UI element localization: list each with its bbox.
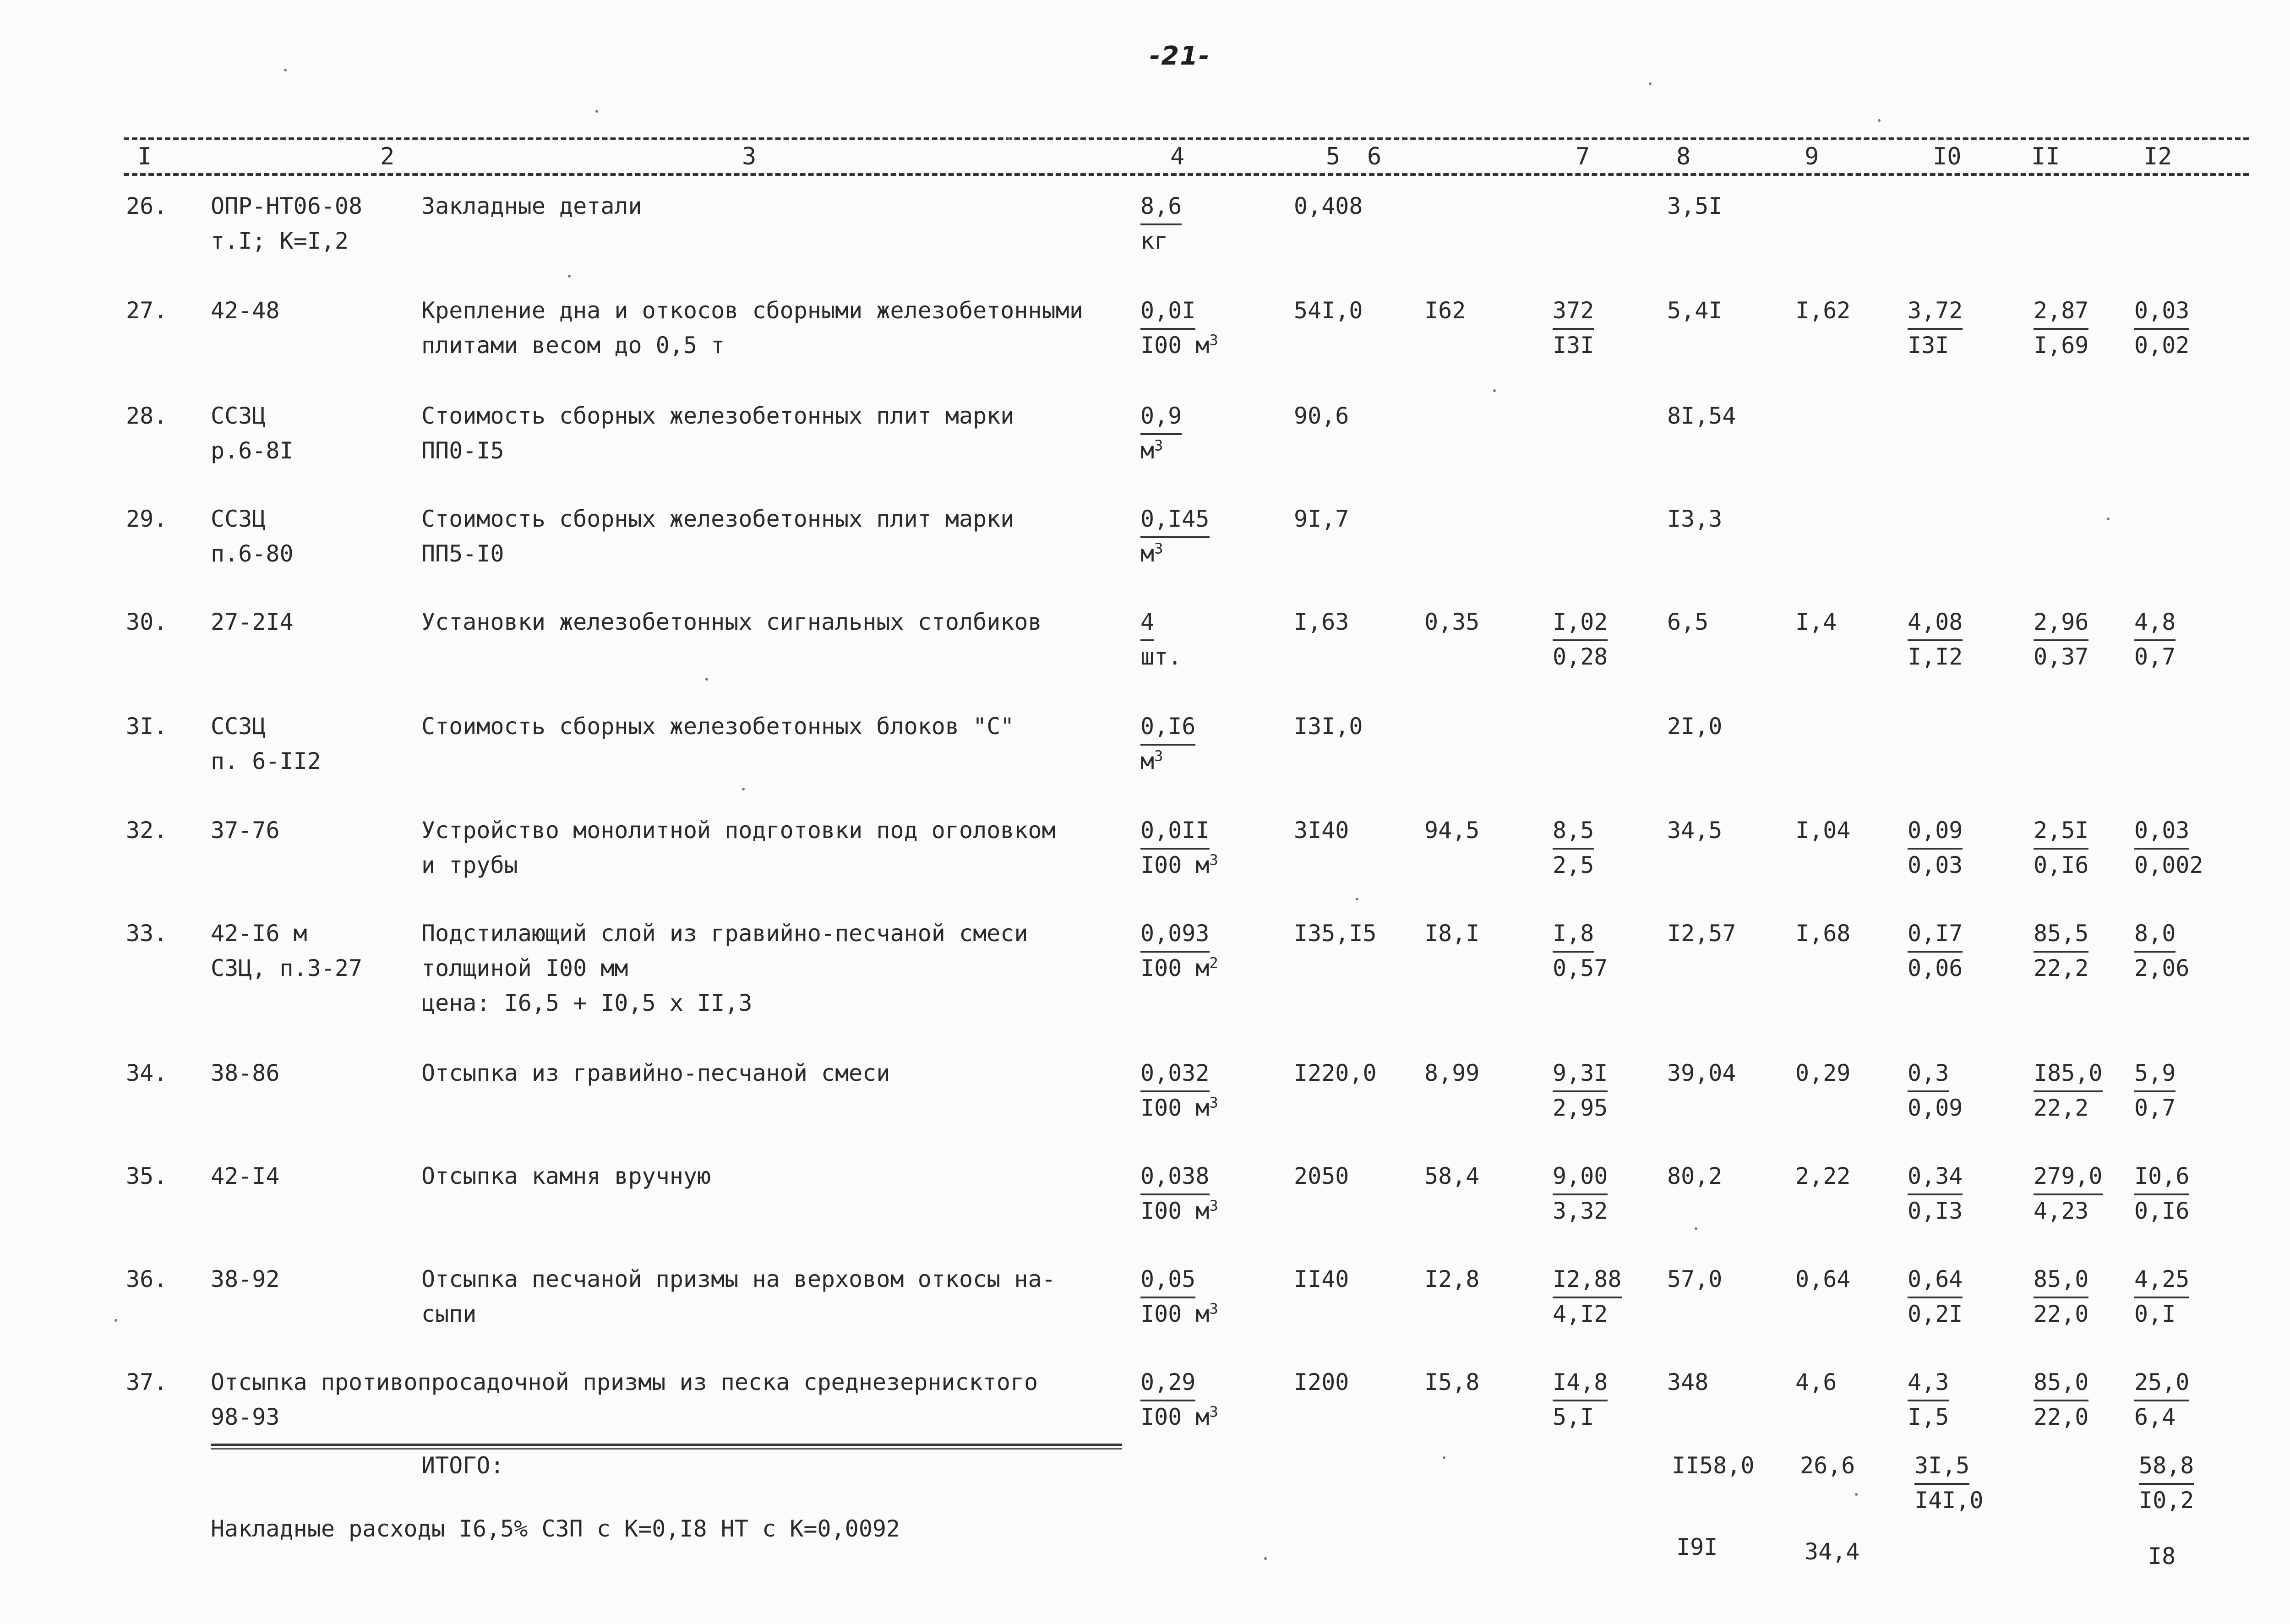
speck xyxy=(1443,1456,1445,1459)
row-col7: I,02 xyxy=(1553,605,1608,641)
row-number: 33. xyxy=(126,920,168,947)
row-col7: 9,00 xyxy=(1553,1159,1608,1195)
col-header-3: 3 xyxy=(742,143,757,170)
overhead-col9: 34,4 xyxy=(1805,1538,1860,1565)
speck xyxy=(568,275,571,278)
col-header-10: I0 xyxy=(1933,143,1962,170)
row-col8: 8I,54 xyxy=(1667,403,1736,429)
speck xyxy=(595,110,598,113)
header-bottom-line xyxy=(124,173,2249,176)
totals-col10-b: I4I,0 xyxy=(1914,1487,1984,1514)
col-header-12: I2 xyxy=(2143,143,2172,170)
row-quantity: 0,0I xyxy=(1140,293,1195,330)
row-col8: 34,5 xyxy=(1667,817,1723,844)
row-code: ССЗЦ xyxy=(211,506,266,532)
row-description: Устройство монолитной подготовки под оголовком xyxy=(421,817,1056,844)
row-col7: 372 xyxy=(1553,293,1594,330)
row-col8: 6,5 xyxy=(1667,609,1709,635)
row-unit: I00 $м^3$ xyxy=(1140,331,1218,359)
row-number: 30. xyxy=(126,609,168,635)
row-col10: 4,08 xyxy=(1908,605,1963,641)
unit-power: 3 xyxy=(1209,1300,1218,1318)
speck xyxy=(1855,1493,1858,1496)
row-col10-b: 0,09 xyxy=(1908,1095,1963,1121)
row-col11: I85,0 xyxy=(2034,1056,2103,1092)
row-col12: 4,25 xyxy=(2134,1262,2189,1298)
row-unit: I00 $м^3$ xyxy=(1140,851,1218,878)
speck xyxy=(1878,119,1881,122)
row-quantity: 0,038 xyxy=(1140,1159,1210,1195)
unit-power: 3 xyxy=(1154,540,1163,557)
unit-power: 3 xyxy=(1209,1403,1218,1421)
row-code: п. 6-II2 xyxy=(211,748,321,774)
row-col5: 0,408 xyxy=(1294,193,1363,219)
row-col8: 5,4I xyxy=(1667,297,1723,324)
row-col6: I62 xyxy=(1424,297,1466,324)
row-col8: I2,57 xyxy=(1667,920,1736,947)
row-col5: I200 xyxy=(1294,1369,1349,1395)
col-header-6: 6 xyxy=(1367,143,1382,170)
row-code: 42-48 xyxy=(211,297,280,324)
row-col12: 8,0 xyxy=(2134,916,2176,953)
row-code: 37-76 xyxy=(211,817,280,844)
row-unit: I00 $м^3$ xyxy=(1140,1300,1218,1327)
row-col5: 9I,7 xyxy=(1294,506,1349,532)
unit-power: 3 xyxy=(1209,331,1218,349)
row-unit: $м^3$ xyxy=(1140,540,1163,567)
row-col6: 8,99 xyxy=(1424,1060,1480,1086)
row-code: ССЗЦ xyxy=(211,713,266,740)
row-col6: 0,35 xyxy=(1424,609,1480,635)
row-number: 35. xyxy=(126,1163,168,1189)
row-col12: 25,0 xyxy=(2134,1365,2189,1401)
row-col12-b: 0,02 xyxy=(2134,332,2190,359)
row-col12: 0,03 xyxy=(2134,293,2189,330)
row-col8: 2I,0 xyxy=(1667,713,1723,740)
row-col7-b: 0,57 xyxy=(1553,955,1608,981)
row-col6: 94,5 xyxy=(1424,817,1480,844)
row-col9: 0,29 xyxy=(1795,1060,1851,1086)
row-col12-b: 6,4 xyxy=(2134,1404,2176,1430)
row-col8: 3,5I xyxy=(1667,193,1723,219)
totals-col8: II58,0 xyxy=(1672,1452,1755,1479)
row-col11-b: 0,37 xyxy=(2034,643,2089,670)
row-col10-b: I,I2 xyxy=(1908,643,1963,670)
row-col7-b: I3I xyxy=(1553,332,1594,359)
row-col10-b: 0,I3 xyxy=(1908,1198,1963,1224)
row-col10: 0,64 xyxy=(1908,1262,1963,1298)
row-col5: I3I,0 xyxy=(1294,713,1363,740)
page-number: -21- xyxy=(1150,41,1210,71)
row-quantity: 0,I45 xyxy=(1140,501,1210,538)
row-number: 3I. xyxy=(126,713,168,740)
row-col7-b: 5,I xyxy=(1553,1404,1594,1430)
row-col5: I35,I5 xyxy=(1294,920,1377,947)
row-code: т.I; К=I,2 xyxy=(211,228,349,254)
row-unit: I00 $м^3$ xyxy=(1140,1403,1218,1430)
row-unit: кг xyxy=(1140,228,1168,254)
col-header-1: I xyxy=(137,143,152,170)
speck xyxy=(114,1319,117,1322)
speck xyxy=(1356,898,1358,900)
overhead-text: Накладные расходы I6,5% СЗП с К=0,I8 НТ с К=0,0092 xyxy=(211,1515,900,1542)
row-quantity: 0,0II xyxy=(1140,813,1210,850)
row-number: 36. xyxy=(126,1266,168,1292)
row-col10-b: 0,2I xyxy=(1908,1301,1963,1327)
row-col8: 80,2 xyxy=(1667,1163,1723,1189)
row-col9: 0,64 xyxy=(1795,1266,1851,1292)
totals-label: ИТОГО: xyxy=(421,1452,504,1479)
speck xyxy=(1649,82,1652,85)
row-description: Отсыпка песчаной призмы на верховом откосы на- xyxy=(421,1266,1056,1292)
row-col11-b: 22,0 xyxy=(2034,1404,2089,1430)
row-unit: I00 $м^3$ xyxy=(1140,1197,1218,1224)
row-description: Крепление дна и откосов сборными железобетонными xyxy=(421,297,1083,324)
row-quantity: 0,29 xyxy=(1140,1365,1195,1401)
row-unit: $м^3$ xyxy=(1140,747,1163,774)
row-col12-b: 0,002 xyxy=(2134,852,2203,878)
row-code: 27-2I4 xyxy=(211,609,294,635)
row-col12: 5,9 xyxy=(2134,1056,2176,1092)
row-col12-b: 0,I6 xyxy=(2134,1198,2190,1224)
row-col10: 0,34 xyxy=(1908,1159,1963,1195)
row-quantity: 0,093 xyxy=(1140,916,1210,953)
col-header-2: 2 xyxy=(380,143,395,170)
row-col9: I,4 xyxy=(1795,609,1837,635)
row-description: ПП0-I5 xyxy=(421,437,504,464)
row-code: 42-I4 xyxy=(211,1163,280,1189)
totals-col10: 3I,5 xyxy=(1914,1448,1969,1485)
row-code: 42-I6 м xyxy=(211,920,307,947)
row-col7: I,8 xyxy=(1553,916,1594,953)
row-description: сыпи xyxy=(421,1301,477,1327)
row-col12: 4,8 xyxy=(2134,605,2176,641)
col-header-5: 5 xyxy=(1326,143,1341,170)
speck xyxy=(284,69,287,71)
totals-col9: 26,6 xyxy=(1800,1452,1855,1479)
row-col10-b: I,5 xyxy=(1908,1404,1949,1430)
row-unit: шт. xyxy=(1140,643,1182,670)
row-number: 28. xyxy=(126,403,168,429)
row-col5: I,63 xyxy=(1294,609,1349,635)
row-col12-b: 0,I xyxy=(2134,1301,2176,1327)
row-description: Установки железобетонных сигнальных столбиков xyxy=(421,609,1042,635)
row-col6: 58,4 xyxy=(1424,1163,1480,1189)
totals-col12-b: I0,2 xyxy=(2139,1487,2194,1514)
row-description: цена: I6,5 + I0,5 х II,3 xyxy=(421,990,752,1016)
row-col11-b: 22,2 xyxy=(2034,1095,2089,1121)
row-col10: 0,3 xyxy=(1908,1056,1949,1092)
row-col12-b: 0,7 xyxy=(2134,643,2176,670)
row-col7-b: 0,28 xyxy=(1553,643,1608,670)
row-col11-b: 4,23 xyxy=(2034,1198,2089,1224)
overhead-col8: I9I xyxy=(1676,1534,1718,1560)
row-code: 38-86 xyxy=(211,1060,280,1086)
row-col9: 2,22 xyxy=(1795,1163,1851,1189)
row-col7: 9,3I xyxy=(1553,1056,1608,1092)
row-col6: I5,8 xyxy=(1424,1369,1480,1395)
speck xyxy=(1264,1557,1267,1560)
unit-power: 3 xyxy=(1209,1094,1218,1112)
row-quantity: 0,032 xyxy=(1140,1056,1210,1092)
row-code: 38-92 xyxy=(211,1266,280,1292)
row-quantity: 0,9 xyxy=(1140,398,1182,435)
row-col7: I2,88 xyxy=(1553,1262,1622,1298)
row-col11-b: I,69 xyxy=(2034,332,2089,359)
row-description: Отсыпка противопросадочной призмы из песка среднезернисктого xyxy=(211,1369,1038,1395)
row-col6: I8,I xyxy=(1424,920,1480,947)
speck xyxy=(2107,518,2110,520)
row-description: Подстилающий слой из гравийно-песчаной смеси xyxy=(421,920,1028,947)
speck xyxy=(705,678,708,681)
row-code: п.6-80 xyxy=(211,540,294,567)
row-number: 27. xyxy=(126,297,168,324)
speck xyxy=(1695,1227,1697,1230)
row-col9: I,04 xyxy=(1795,817,1851,844)
row-col5: 2050 xyxy=(1294,1163,1349,1189)
row-col11: 2,96 xyxy=(2034,605,2088,641)
row-col10: 0,I7 xyxy=(1908,916,1963,953)
speck xyxy=(1008,137,1010,140)
row-description: толщиной I00 мм xyxy=(421,955,628,981)
row-quantity: 4 xyxy=(1140,605,1154,641)
speck xyxy=(1493,389,1496,392)
col-header-7: 7 xyxy=(1576,143,1590,170)
row-col5: I220,0 xyxy=(1294,1060,1377,1086)
table-closing-rule-thin xyxy=(211,1448,1122,1450)
row-col10-b: 0,06 xyxy=(1908,955,1963,981)
unit-power: 3 xyxy=(1209,1197,1218,1215)
row-col5: 90,6 xyxy=(1294,403,1349,429)
unit-power: 2 xyxy=(1209,954,1218,972)
row-col8: 348 xyxy=(1667,1369,1709,1395)
row-number: 29. xyxy=(126,506,168,532)
row-col10: 4,3 xyxy=(1908,1365,1949,1401)
table-closing-rule xyxy=(211,1444,1122,1446)
row-col12: 0,03 xyxy=(2134,813,2189,850)
row-col7: 8,5 xyxy=(1553,813,1594,850)
row-col11: 85,0 xyxy=(2034,1365,2088,1401)
unit-power: 3 xyxy=(1209,851,1218,869)
row-col11: 2,87 xyxy=(2034,293,2088,330)
row-col7-b: 2,95 xyxy=(1553,1095,1608,1121)
row-description: и трубы xyxy=(421,852,518,878)
row-description: Отсыпка камня вручную xyxy=(421,1163,711,1189)
overhead-col12: I8 xyxy=(2148,1543,2176,1570)
row-description: Стоимость сборных железобетонных плит марки xyxy=(421,506,1014,532)
row-col11-b: 0,I6 xyxy=(2034,852,2089,878)
row-description: Стоимость сборных железобетонных плит марки xyxy=(421,403,1014,429)
row-description: Закладные детали xyxy=(421,193,642,219)
row-col7-b: 3,32 xyxy=(1553,1198,1608,1224)
row-col11: 85,0 xyxy=(2034,1262,2088,1298)
row-col11: 85,5 xyxy=(2034,916,2088,953)
row-col11-b: 22,2 xyxy=(2034,955,2089,981)
row-col7: I4,8 xyxy=(1553,1365,1608,1401)
row-col10: 0,09 xyxy=(1908,813,1963,850)
row-code: СЗЦ, п.3-27 xyxy=(211,955,363,981)
row-col12-b: 0,7 xyxy=(2134,1095,2176,1121)
row-number: 26. xyxy=(126,193,168,219)
row-code: ССЗЦ xyxy=(211,403,266,429)
row-col5: II40 xyxy=(1294,1266,1349,1292)
row-number: 34. xyxy=(126,1060,168,1086)
row-col11-b: 22,0 xyxy=(2034,1301,2089,1327)
row-col7-b: 4,I2 xyxy=(1553,1301,1608,1327)
row-col5: 3I40 xyxy=(1294,817,1349,844)
row-col12-b: 2,06 xyxy=(2134,955,2190,981)
unit-power: 3 xyxy=(1154,747,1163,765)
row-unit: I00 $м^3$ xyxy=(1140,1094,1218,1121)
row-description: Стоимость сборных железобетонных блоков "С" xyxy=(421,713,1014,740)
row-col8: I3,3 xyxy=(1667,506,1723,532)
row-number: 37. xyxy=(126,1369,168,1395)
row-unit: $м^3$ xyxy=(1140,436,1163,464)
row-col9: 4,6 xyxy=(1795,1369,1837,1395)
row-col6: I2,8 xyxy=(1424,1266,1480,1292)
row-col9: I,68 xyxy=(1795,920,1851,947)
row-quantity: 8,6 xyxy=(1140,189,1182,225)
row-quantity: 0,05 xyxy=(1140,1262,1195,1298)
row-description: Отсыпка из гравийно-песчаной смеси xyxy=(421,1060,890,1086)
row-col11: 2,5I xyxy=(2034,813,2088,850)
col-header-9: 9 xyxy=(1805,143,1819,170)
row-description: плитами весом до 0,5 т xyxy=(421,332,725,359)
row-col7-b: 2,5 xyxy=(1553,852,1594,878)
row-col11: 279,0 xyxy=(2034,1159,2103,1195)
row-description: ПП5-I0 xyxy=(421,540,504,567)
row-quantity: 0,I6 xyxy=(1140,709,1195,746)
col-header-11: II xyxy=(2031,143,2060,170)
row-unit: I00 $м^2$ xyxy=(1140,954,1218,981)
row-col12: I0,6 xyxy=(2134,1159,2189,1195)
row-col8: 57,0 xyxy=(1667,1266,1723,1292)
row-description: 98-93 xyxy=(211,1404,280,1430)
row-col10-b: I3I xyxy=(1908,332,1949,359)
speck xyxy=(742,788,745,790)
col-header-4: 4 xyxy=(1170,143,1185,170)
row-col10: 3,72 xyxy=(1908,293,1963,330)
row-col5: 54I,0 xyxy=(1294,297,1363,324)
row-code: р.6-8I xyxy=(211,437,294,464)
col-header-8: 8 xyxy=(1676,143,1691,170)
row-number: 32. xyxy=(126,817,168,844)
unit-power: 3 xyxy=(1154,436,1163,454)
header-top-line xyxy=(124,137,2249,140)
row-col9: I,62 xyxy=(1795,297,1851,324)
row-code: ОПР-НТ06-08 xyxy=(211,193,363,219)
row-col10-b: 0,03 xyxy=(1908,852,1963,878)
row-col8: 39,04 xyxy=(1667,1060,1736,1086)
totals-col12: 58,8 xyxy=(2139,1448,2194,1485)
